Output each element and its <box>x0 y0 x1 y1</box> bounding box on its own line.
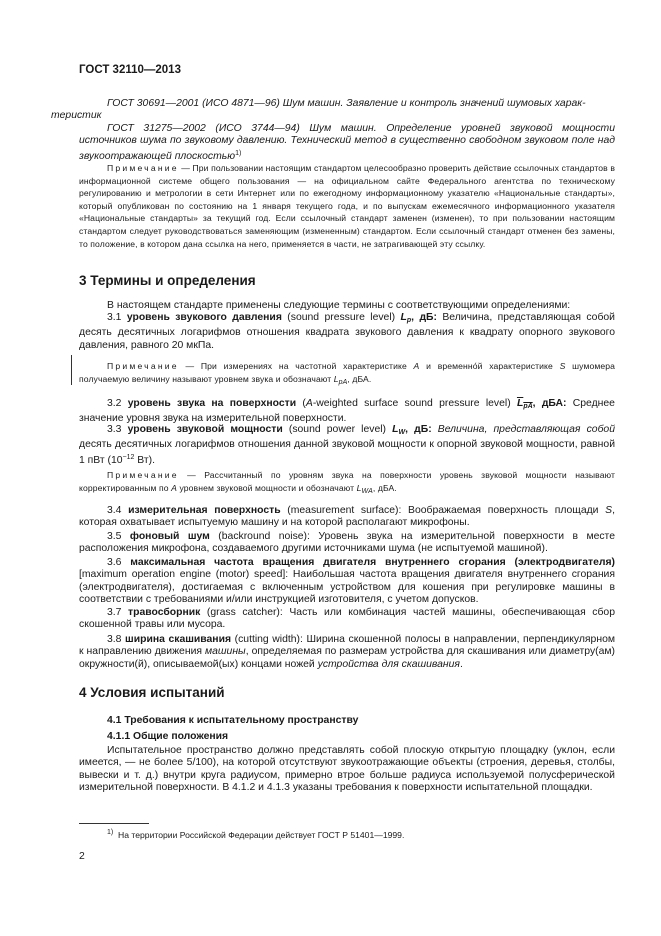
section-3-title: 3 Термины и определения <box>79 273 256 288</box>
term-symbol-subscript: p <box>406 317 412 324</box>
note-text: , дБА. <box>347 373 372 384</box>
term-symbol: L <box>400 312 407 323</box>
term-english: (sound power level) <box>282 424 393 435</box>
term-number: 3.8 <box>107 634 126 645</box>
term-english: (sound pressure level) <box>281 312 401 323</box>
paragraph-4-1-1: Испытательное пространство должно представлять собой плоскую открытую площадку (уклон, если имеется, — не более 5/100), на которой отсутствуют звукоотражающие объекты (строения, деревья, столбы, вывески и т. д.) внутри круга радиусом, примерно втрое больше радиуса используемой полусферической измерительной поверхности. В 4.1.2 и 4.1.3 указаны требования к поверхности испытательной площадки. <box>79 745 615 794</box>
note-references <box>79 162 615 250</box>
term-symbol-subscript: W <box>398 429 406 436</box>
note-text: — При измерениях на частотной характеристике <box>178 361 414 371</box>
term-unit: , дБ: <box>411 312 437 323</box>
subsection-4-1-1-title: 4.1.1 Общие положения <box>107 731 229 742</box>
note-text: — При пользовании настоящим стандартом целесообразно проверить действие ссылочных стандартов в информационной системе общего пользования — на официальном сайте Федерального агентства по техническому регулированию и метрологии в сети Интернет или по ежегодному информационному указателю «Национальные стандарты», который опубликован по состоянию на 1 января текущего года, и по выпускам ежемесячного информационного указателя «Национальные стандарты» за текущий год. Если ссылочный стандарт заменен (изменен), то при пользовании настоящим стандартом следует руководствоваться заменяющим (измененным) стандартом. Если ссылочный стандарт отменен без замены, то положение, в котором дана ссылка на него, применяется в части, не затрагивающей эту ссылку. <box>79 163 615 249</box>
term-name: максимальная частота вращения двигателя внутреннего сгорания (электродвигателя) <box>130 557 615 568</box>
term-3-8 <box>79 634 615 671</box>
term-definition: [maximum operation engine (motor) speed]: Наибольшая частота вращения двигателя внутреннего сгорания (электродвигателя), достигаемая с включенным устройством для кошения при регулировке машины в соответствии с требованиями и/или инструкцией изготовителя, с учетом допусков. <box>79 569 615 606</box>
note-text: шумомера получаемую величину называют уровнем звука и обозначают <box>79 361 615 384</box>
section-4-title: 4 Условия испытаний <box>79 685 225 700</box>
term-name: травосборник <box>128 607 201 618</box>
term-definition: (measurement surface): Воображаемая поверхность площади <box>280 505 606 516</box>
subsection-4-1-title: 4.1 Требования к испытательному пространству <box>107 715 359 726</box>
note-italic-s: S <box>559 361 566 371</box>
term-definition: (backround noise): Уровень звука на измерительной поверхности в месте расположения микрофона, создаваемого другими источниками шума (не испытуемой машиной). <box>79 531 615 555</box>
note-text: уровнем звуковой мощности и обозначают <box>177 482 357 493</box>
reference-line-2: теристик <box>51 110 102 122</box>
term-exponent: −12 <box>122 453 135 461</box>
term-definition: , которая охватывает испытуемую машину и на которой располагают микрофоны. <box>79 505 615 529</box>
term-name: измерительная поверхность <box>128 505 281 516</box>
term-3-2 <box>79 398 615 426</box>
term-number: 3.3 <box>107 424 128 435</box>
note-italic-a: A <box>171 482 178 493</box>
term-unit: , дБА: <box>532 398 567 409</box>
term-symbol: L <box>516 398 524 409</box>
footnote-mark: 1) <box>107 829 114 836</box>
reference-gost-30691 <box>51 98 615 123</box>
term-definition: (grass catcher): Часть или комбинация частей машины, обеспечивающая сбор скошенной травы или мусора. <box>79 607 615 631</box>
note-3-3 <box>79 469 615 498</box>
note-symbol-subscript: WA <box>361 487 373 495</box>
term-definition-italic: машины <box>205 646 246 658</box>
term-definition: . <box>459 658 463 670</box>
term-number: 3.6 <box>107 557 131 568</box>
note-label: Примечание <box>107 470 179 480</box>
term-name: уровень звука на поверхности <box>127 398 297 409</box>
term-english: -weighted surface sound pressure level) <box>312 398 517 409</box>
term-definition-italic: устройства для скашивания <box>317 658 460 670</box>
note-3-1 <box>79 360 615 389</box>
reference-text: ГОСТ 31275—2002 (ИСО 3744—94) Шум машин. Определение уровней звуковой мощности источников шума по звуковому давлению. Технический метод в существенно свободном звуковом поле над звукоотражающей плоскостью <box>79 123 615 162</box>
note-symbol: L <box>333 373 339 384</box>
term-3-4 <box>79 505 615 530</box>
footnote-separator <box>79 823 149 824</box>
footnote-mark: 1) <box>235 149 242 157</box>
term-3-5 <box>79 531 615 556</box>
note-symbol: L <box>356 482 362 493</box>
note-text: и временно́й характеристике <box>419 361 560 371</box>
term-number: 3.1 <box>107 312 127 323</box>
term-3-7 <box>79 607 615 632</box>
term-unit: , дБ: <box>405 424 432 435</box>
term-number: 3.7 <box>107 607 129 618</box>
term-definition-italic: Величина, представляющая собой <box>431 424 615 435</box>
note-label: Примечание <box>107 361 179 371</box>
term-symbol: L <box>392 424 399 435</box>
note-text: , дБА. <box>372 482 397 493</box>
term-italic-s: S <box>605 505 613 516</box>
term-english: ( <box>296 398 306 409</box>
note-symbol-subscript: pA <box>338 378 348 386</box>
term-symbol-subscript: pA <box>523 403 533 410</box>
term-number: 3.4 <box>107 505 129 516</box>
term-name: ширина скашивания <box>125 634 232 645</box>
term-number: 3.2 <box>107 398 128 409</box>
page-number: 2 <box>79 851 85 862</box>
reference-line-1: ГОСТ 30691—2001 (ИСО 4871—96) Шум машин. Заявление и контроль значений шумовых харак- <box>107 98 586 109</box>
term-definition: Величина, представляющая собой десять десятичных логарифмов отношения квадрата звукового давления к квадрату опорного звукового давления, равного 20 мкПа. <box>79 312 615 351</box>
term-name: уровень звуковой мощности <box>127 424 283 435</box>
term-definition: Вт). <box>134 454 155 466</box>
note-italic-a: A <box>413 361 420 371</box>
term-definition: Среднее значение уровня звука на измерительной поверхности. <box>79 398 615 425</box>
term-definition: десять десятичных логарифмов отношения данной звуковой мощности к опорной звуковой мощности, равной 1 пВт (10 <box>79 439 615 466</box>
term-3-1 <box>79 312 615 352</box>
term-name: уровень звукового давления <box>126 312 282 323</box>
footnote <box>107 827 404 841</box>
term-definition: , определяемая по размерам устройства для скашивания или диаметру(ам) окружности(й), описываемой(ых) концами ножей <box>79 646 615 670</box>
change-bar <box>71 355 72 385</box>
reference-gost-31275 <box>79 123 615 163</box>
term-number: 3.5 <box>107 531 130 542</box>
footnote-text: На территории Российской Федерации действует ГОСТ Р 51401—1999. <box>118 830 405 840</box>
document-header: ГОСТ 32110—2013 <box>79 64 181 76</box>
note-text: — Рассчитанный по уровням звука на поверхности уровень звуковой мощности называют корректированным по <box>79 470 615 493</box>
section-3-intro: В настоящем стандарте применены следующие термины с соответствующими определениями: <box>107 300 571 311</box>
term-3-6 <box>79 557 615 607</box>
term-name: фоновый шум <box>129 531 210 542</box>
term-definition: (cutting width): Ширина скошенной полосы в направлении, перпендикулярном к направлению движения <box>79 634 615 658</box>
term-3-3 <box>79 424 615 467</box>
note-label: Примечание <box>107 163 179 173</box>
term-english-italic: A <box>305 398 313 409</box>
